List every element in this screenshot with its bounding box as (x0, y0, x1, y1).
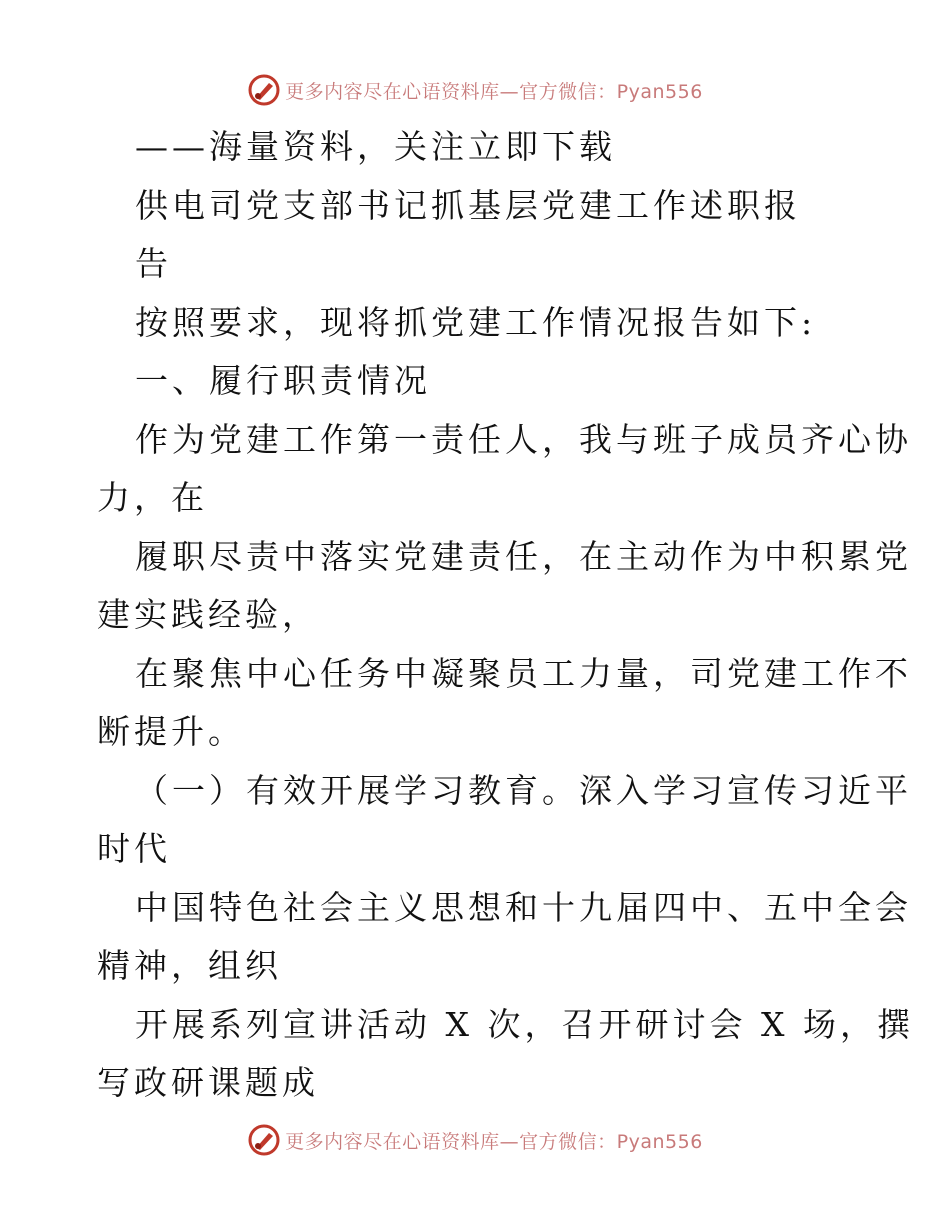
text-line: 按照要求，现将抓党建工作情况报告如下: (135, 303, 817, 342)
text-line: ——海量资料，关注立即下载 (135, 127, 616, 166)
document-title-cont: 告 (135, 244, 172, 283)
pen-logo-icon (247, 73, 281, 107)
text-line: 写政研课题成 (97, 1063, 319, 1102)
pen-logo-icon (247, 1123, 281, 1157)
footer-watermark (0, 1120, 950, 1160)
text-line: 断提升。 (97, 712, 245, 751)
section-heading: 一、履行职责情况 (135, 361, 431, 400)
text-line: 作为党建工作第一责任人，我与班子成员齐心协 (135, 420, 912, 459)
text-line: 建实践经验， (97, 595, 319, 634)
text-line: 时代 (97, 829, 171, 868)
document-title: 供电司党支部书记抓基层党建工作述职报 (135, 186, 801, 225)
text-line: 开展系列宣讲活动 X 次，召开研讨会 X 场，撰 (135, 1005, 914, 1044)
text-line: 精神，组织 (97, 946, 282, 985)
text-line: 履职尽责中落实党建责任，在主动作为中积累党 (135, 537, 912, 576)
text-line: 中国特色社会主义思想和十九届四中、五中全会 (135, 888, 912, 927)
watermark-text: 更多内容尽在心语资料库—官方微信：Pyan556 (285, 1130, 703, 1153)
text-line: 力，在 (97, 478, 208, 517)
watermark-text: 更多内容尽在心语资料库—官方微信：Pyan556 (285, 80, 703, 103)
subsection-heading: （一）有效开展学习教育。深入学习宣传习近平 (135, 771, 912, 810)
header-watermark (0, 70, 950, 110)
text-line: 在聚焦中心任务中凝聚员工力量，司党建工作不 (135, 654, 912, 693)
